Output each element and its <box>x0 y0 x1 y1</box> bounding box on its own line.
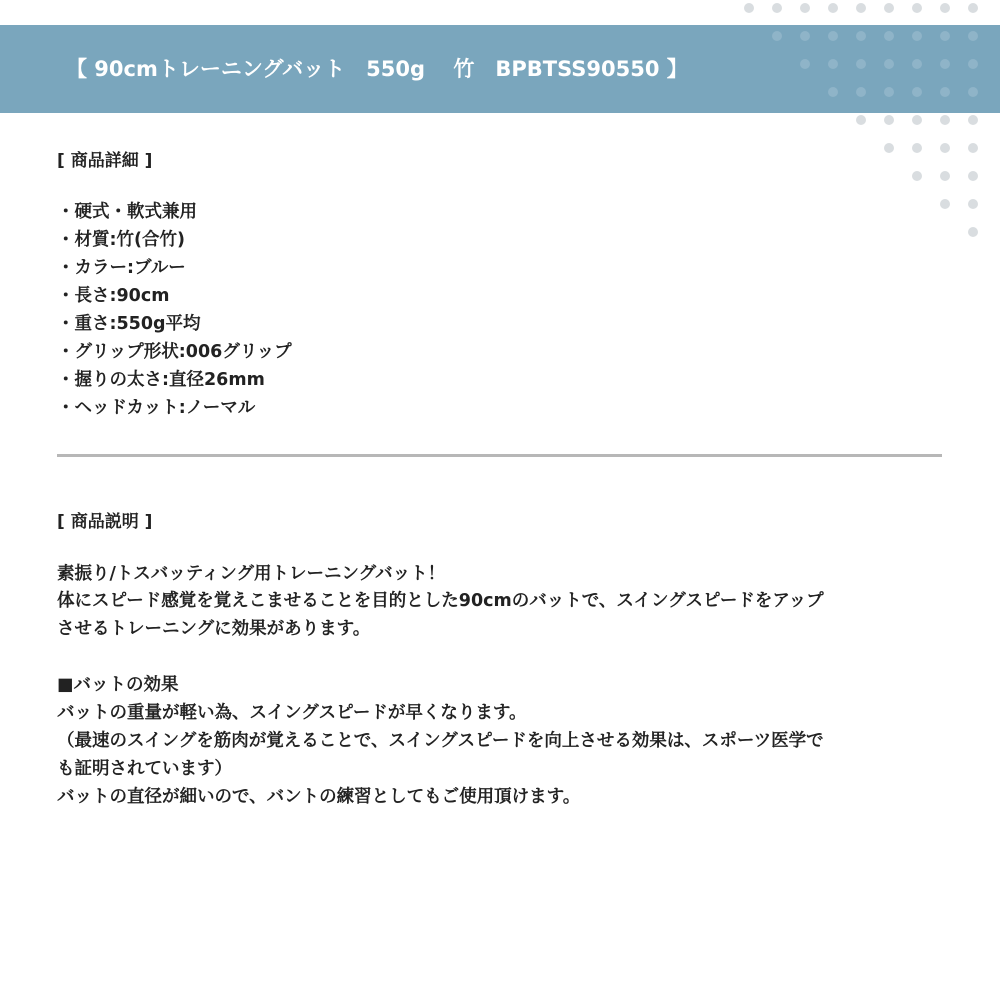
detail-item: ・グリップ形状:006グリップ <box>57 342 292 362</box>
detail-item: ・ヘッドカット:ノーマル <box>57 398 256 418</box>
description-label: [ 商品説明 ] <box>57 512 153 532</box>
details-list <box>57 198 292 422</box>
effect-line: バットの重量が軽い為、スイングスピードが早くなります。 <box>57 703 527 723</box>
description-intro-line: させるトレーニングに効果があります。 <box>57 619 371 639</box>
effect-line: バットの直径が細いので、バントの練習としてもご使用頂けます。 <box>57 787 581 807</box>
effect-line: （最速のスイングを筋肉が覚えることで、スイングスピードを向上させる効果は、スポーツ医学で <box>57 731 824 751</box>
product-title: 【 90cmトレーニングバット 550g 竹 BPBTSS90550 】 <box>66 57 688 81</box>
detail-item: ・硬式・軟式兼用 <box>57 202 197 222</box>
description-intro-line: 体にスピード感覚を覚えこませることを目的とした90cmのバットで、スイングスピードをアップ <box>57 591 824 611</box>
section-divider <box>57 454 942 457</box>
description-intro-line: 素振り/トスバッティング用トレーニングバット！ <box>57 564 446 584</box>
effect-heading: ■バットの効果 <box>57 675 179 695</box>
detail-item: ・長さ:90cm <box>57 286 170 306</box>
effect-line: も証明されています） <box>57 759 232 779</box>
detail-item: ・握りの太さ:直径26mm <box>57 370 265 390</box>
detail-item: ・カラー:ブルー <box>57 258 186 278</box>
details-label: [ 商品詳細 ] <box>57 151 153 171</box>
detail-item: ・材質:竹(合竹) <box>57 230 185 250</box>
detail-item: ・重さ:550g平均 <box>57 314 201 334</box>
